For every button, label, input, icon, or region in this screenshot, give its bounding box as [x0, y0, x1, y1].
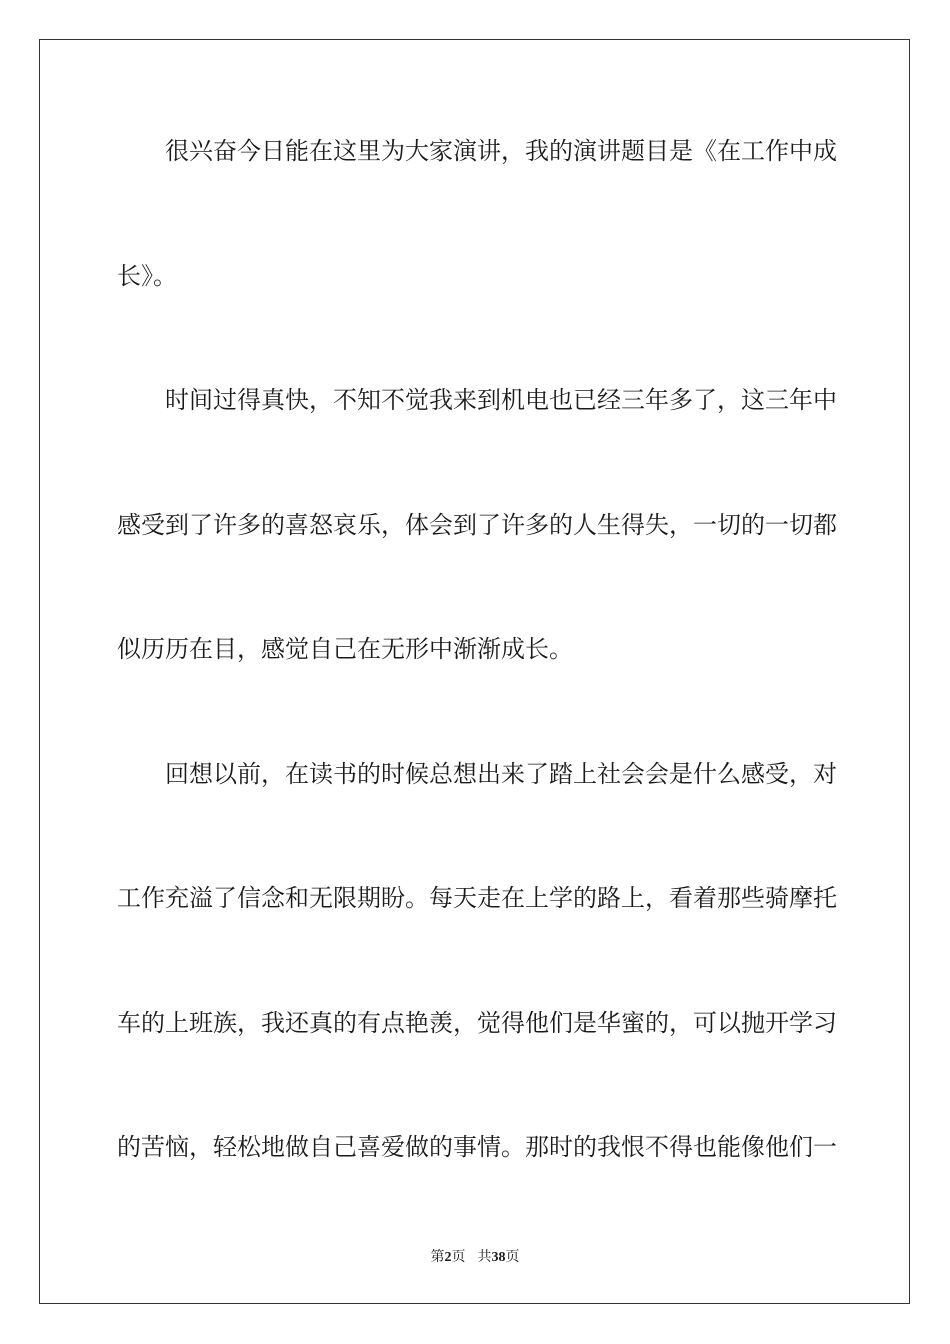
text-line: 很兴奋今日能在这里为大家演讲，我的演讲题目是《在工作中成: [165, 137, 837, 165]
page-footer: [0, 1246, 950, 1266]
text-line: 长》。: [117, 262, 177, 290]
text-line: 感受到了许多的喜怒哀乐，体会到了许多的人生得失，一切的一切都: [117, 511, 837, 539]
total-prefix: 共: [477, 1249, 492, 1265]
text-line: 时间过得真快，不知不觉我来到机电也已经三年多了，这三年中: [165, 386, 837, 414]
text-line: 似历历在目，感觉自己在无形中渐渐成长。: [117, 635, 573, 663]
page-suffix: 页: [451, 1249, 466, 1265]
page-prefix: 第: [430, 1249, 445, 1265]
page-number: 2: [444, 1250, 452, 1265]
total-pages: 38: [491, 1250, 506, 1265]
text-line: 的苦恼，轻松地做自己喜爱做的事情。那时的我恨不得也能像他们一: [117, 1133, 837, 1161]
page-border: [39, 39, 910, 1304]
text-line: 回想以前，在读书的时候总想出来了踏上社会会是什么感受，对: [165, 760, 837, 788]
text-line: 工作充溢了信念和无限期盼。每天走在上学的路上，看着那些骑摩托: [117, 884, 837, 912]
total-suffix: 页: [505, 1249, 520, 1265]
text-line: 车的上班族，我还真的有点艳羡，觉得他们是华蜜的，可以抛开学习: [117, 1009, 837, 1037]
